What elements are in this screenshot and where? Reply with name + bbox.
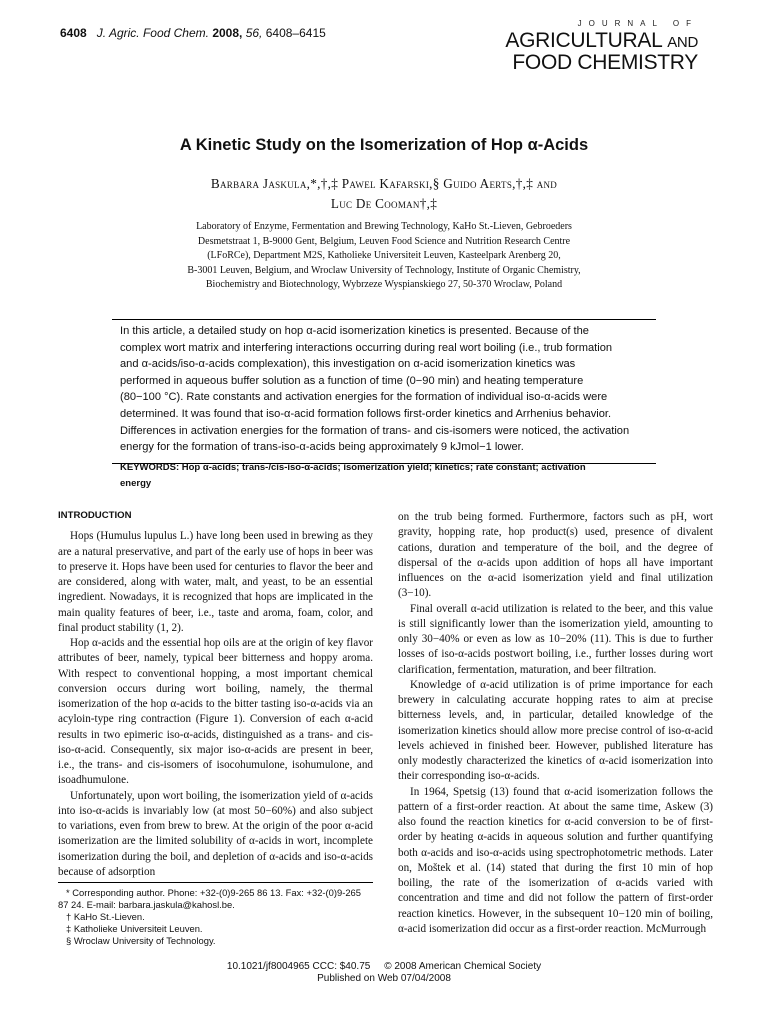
journal-logo-of: JOURNAL OF [577, 19, 698, 28]
authors-line-2: Luc De Cooman†,‡ [330, 196, 438, 211]
citation-year: 2008, [212, 26, 243, 40]
footnote: § Wroclaw University of Technology. [66, 935, 216, 946]
abstract-line: (80−100 °C). Rate constants and activation energies for the formation of individual iso-α-acids were [120, 391, 608, 404]
affiliation-line: B-3001 Leuven, Belgium, and Wroclaw University of Technology, Institute of Organic Chemistry, [187, 264, 581, 276]
affiliation-line: Biochemistry and Biotechnology, Wybrzeze Wyspianskiego 27, 50-370 Wroclaw, Poland [205, 279, 563, 290]
paragraph: on the trub being formed. Furthermore, factors such as pH, wort gravity, hopping rate, hop product(s) used, presence of divalent cations, duration and temperature of the boil, and the degree of dispersal of the α-acids upon addition of hops all have important influences on the α-acid isomerization yield and final utilization (3−10). [398, 511, 713, 600]
abstract-line: performed in aqueous buffer solution as a function of time (0−90 min) and heating temperature [120, 374, 584, 387]
paragraph: Knowledge of α-acid utilization is of prime importance for each brewery in calculating accurate hopping rates to aim at precise bitterness levels, and, in particular, detailed knowledge of the isomerization kinetics should allow more precise control of iso-α-acid levels achieved in finished beer. However, published literature has only modestly characterized the kinetics of α-acid isomerization into their corresponding iso-α-acids. [398, 678, 713, 783]
affiliations [120, 220, 648, 293]
citation-journal: J. Agric. Food Chem. [96, 26, 209, 40]
citation-pages: 6408–6415 [265, 26, 326, 40]
citation-volume: 56, [245, 26, 263, 40]
right-column [398, 510, 713, 937]
affiliation-line: Laboratory of Enzyme, Fermentation and Brewing Technology, KaHo St.-Lieven, Gebroeders [196, 221, 572, 232]
abstract [112, 319, 656, 464]
abstract-line: complex wort matrix and interfering interactions occurring during real wort boiling (i.e., trub formation [120, 341, 613, 354]
abstract-line: and α-acids/iso-α-acids complexation), this investigation on α-acid isomerization kinetics was [120, 358, 576, 371]
paragraph: Unfortunately, upon wort boiling, the isomerization yield of α-acids into iso-α-acids is invariably low (at most 50−60%) and also subject to variations, even from brew to brew. At the origin of the poor α-acid isomerization are the limited solubility of α-acids in wort, incomplete isomerization during the boil, and depletion of α-acids and iso-α-acids because of adsorption [58, 789, 373, 878]
footnote: † KaHo St.-Lieven. [66, 911, 145, 922]
journal-logo-agricultural: AGRICULTURAL [505, 29, 662, 52]
section-heading-introduction: INTRODUCTION [58, 510, 132, 521]
journal-logo-food-chemistry: FOOD CHEMISTRY [512, 51, 698, 74]
footnotes [58, 882, 373, 947]
keywords [120, 460, 650, 492]
journal-logo [505, 20, 698, 73]
author-list [0, 174, 768, 214]
running-header [60, 26, 326, 40]
paragraph: In 1964, Spetsig (13) found that α-acid isomerization follows the pattern of a first-order reaction. At about the same time, Askew (3) also found the reaction kinetics for α-acid conversion to be of first-order by heating α-acids in aqueous solution and further quantifying both α-acids and iso-α-acids using spectrophotometric methods. Later on, Moštek et al. (14) stated that during the first 10 min of hop boiling, the rate of the isomerization of α-acids varied with concentration and time and did not follow the pattern of first-order reaction kinetics. However, in the subsequent 10−120 min of boiling, α-acid isomerization did occur as a first-order reaction. McMurrough [398, 785, 713, 935]
left-column [58, 508, 373, 880]
affiliation-line: (LFoRCe), Department M2S, Katholieke Universiteit Leuven, Kasteelpark Arenberg 20, [207, 250, 561, 261]
abstract-line: energy for the formation of trans-iso-α-acids being approximately 9 kJmol−1 lower. [120, 441, 524, 454]
keywords-line: KEYWORDS: Hop α-acids; trans-/cis-iso-α-acids; isomerization yield; kinetics; rate constant; activation [120, 462, 586, 473]
publication-date: Published on Web 07/04/2008 [317, 973, 451, 984]
paragraph: Hops (Humulus lupulus L.) have long been used in brewing as they are a natural preservative, and part of the early use of hops in beer was to preserve it. Hops have been used for centuries to flavor the beer and are considered, along with water, malt, and yeast, to be an essential ingredient. Nowadays, it is recognized that hops are implicated in the main quality features of beer, i.e., taste and aroma, foam, color, and final product stability (1, 2). [58, 530, 373, 634]
footnote-corresponding-author: * Corresponding author. Phone: +32-(0)9-265 86 13. Fax: +32-(0)9-265 87 24. E-mail: barbara.jaskula@kahosl.be. [58, 887, 361, 910]
keywords-line: energy [120, 478, 152, 489]
article-title: A Kinetic Study on the Isomerization of Hop α-Acids [179, 136, 589, 154]
footnote: ‡ Katholieke Universiteit Leuven. [66, 923, 203, 934]
abstract-line: Differences in activation energies for the formation of trans- and cis-isomers were noticed, the activation [120, 424, 630, 437]
abstract-line: determined. It was found that iso-α-acid formation follows first-order kinetics and Arrhenius behavior. [120, 407, 612, 420]
doi-copyright: 10.1021/jf8004965 CCC: $40.75 © 2008 American Chemical Society [226, 961, 542, 972]
authors-line-1: Barbara Jaskula,*,†,‡ Pawel Kafarski,§ Guido Aerts,†,‡ and [210, 176, 558, 191]
page-footer [0, 961, 768, 985]
abstract-line: In this article, a detailed study on hop α-acid isomerization kinetics is presented. Because of the [120, 325, 589, 337]
paragraph: Final overall α-acid utilization is related to the beer, and this value is still significantly lower than the isomerization yield, amounting to only 30−40% or even as low as 10−20% (11). This is due to further losses of iso-α-acids postwort boiling, i.e., further losses during wort clarification, fermentation, maturation, and beer filtration. [398, 602, 713, 676]
affiliation-line: Desmetstraat 1, B-9000 Gent, Belgium, Leuven Food Science and Nutrition Research Centre [197, 235, 571, 247]
page-number: 6408 [60, 26, 87, 40]
paragraph: Hop α-acids and the essential hop oils are at the origin of key flavor attributes of beer, namely, typical beer bitterness and hoppy aroma. With respect to conventional hopping, a most important chemical conversion occurs during wort boiling, namely, the thermal isomerization of the hop α-acids to the bitter tasting iso-α-acids via an acyloin-type ring contraction (Figure 1). Conversion of each α-acid results in two epimeric iso-α-acids, distinguished as a trans- and cis-iso-α-acid. Consequently, six major iso-α-acids are present in beer, i.e., the trans- and cis-isomers of isocohumulone, isohumulone, and isoadhumulone. [58, 637, 373, 787]
journal-logo-and: AND [667, 34, 698, 51]
